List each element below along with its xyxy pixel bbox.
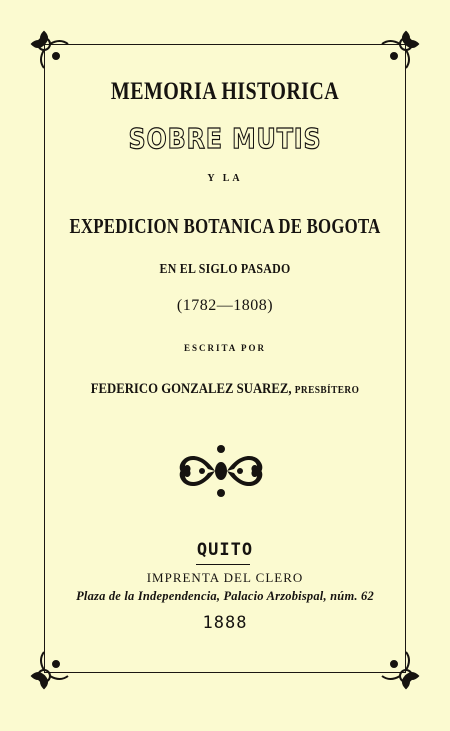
years-range: (1782—1808) xyxy=(176,297,274,314)
subtitle: EN EL SIGLO PASADO xyxy=(159,262,291,277)
press-address: Plaza de la Independencia, Palacio Arzobispal, núm. 62 xyxy=(76,589,374,603)
written-by: ESCRITA POR xyxy=(183,343,267,353)
corner-ornament-icon xyxy=(380,30,420,70)
author-name: FEDERICO GONZALEZ SUAREZ, xyxy=(90,381,292,397)
fleuron-icon xyxy=(172,441,270,501)
press-name: IMPRENTA DEL CLERO xyxy=(146,570,304,585)
corner-ornament-icon xyxy=(30,650,70,690)
title-line-3: EXPEDICION BOTANICA DE BOGOTA xyxy=(69,214,381,238)
corner-ornament-icon xyxy=(380,650,420,690)
corner-ornament-icon xyxy=(30,30,70,70)
connector-text: Y LA xyxy=(207,173,243,184)
author-line xyxy=(34,381,417,398)
city: QUITO xyxy=(196,540,254,560)
publication-year: 1888 xyxy=(202,613,248,633)
divider-rule xyxy=(196,564,250,565)
title-line-1: MEMORIA HISTORICA xyxy=(110,78,340,105)
author-role: PRESBÍTERO xyxy=(294,384,360,396)
title-line-2: SOBRE MUTIS xyxy=(128,122,322,155)
